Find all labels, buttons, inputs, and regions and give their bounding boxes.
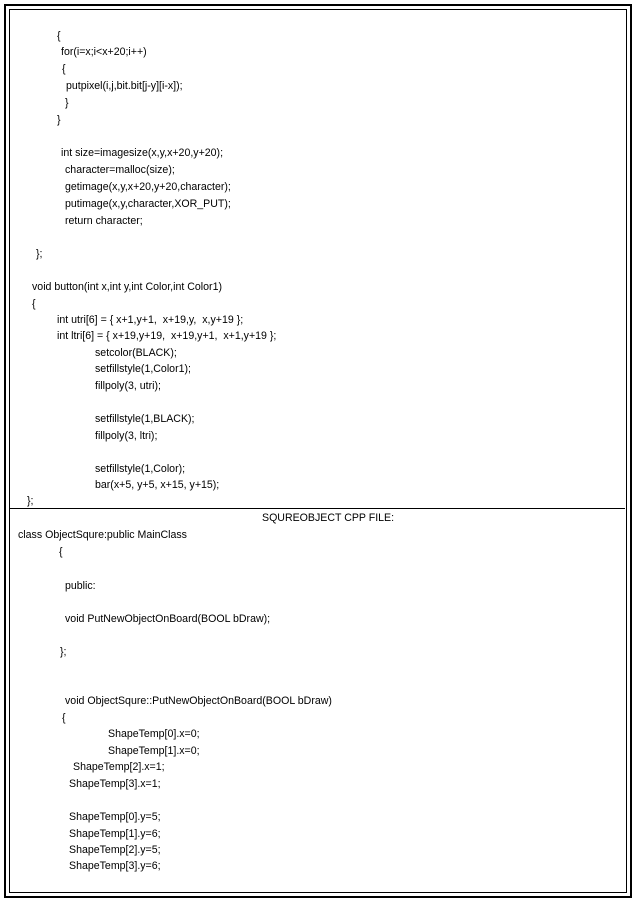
code-line: void button(int x,int y,int Color,int Color1) <box>32 281 222 293</box>
code-line: ShapeTemp[3].x=1; <box>69 778 161 790</box>
code-line: int ltri[6] = { x+19,y+19, x+19,y+1, x+1,y+19 }; <box>57 330 277 342</box>
code-line: setfillstyle(1,BLACK); <box>95 413 195 425</box>
code-line: setfillstyle(1,Color); <box>95 463 186 475</box>
code-line: ShapeTemp[2].x=1; <box>73 761 165 773</box>
code-line: void ObjectSqure::PutNewObjectOnBoard(BOOL bDraw) <box>65 695 332 707</box>
code-line: for(i=x;i<x+20;i++) <box>61 46 147 58</box>
code-line: fillpoly(3, utri); <box>95 380 161 392</box>
code-line: fillpoly(3, ltri); <box>95 430 158 442</box>
code-line: int utri[6] = { x+1,y+1, x+19,y, x,y+19 }; <box>57 314 244 326</box>
code-line: getimage(x,y,x+20,y+20,character); <box>65 181 231 193</box>
code-line: putpixel(i,j,bit.bit[j-y][i-x]); <box>66 80 183 92</box>
code-line: ShapeTemp[0].y=5; <box>69 811 161 823</box>
code-line: character=malloc(size); <box>65 164 175 176</box>
code-line: { <box>62 712 66 724</box>
code-line: }; <box>27 495 34 507</box>
code-line: { <box>32 298 36 310</box>
code-line: putimage(x,y,character,XOR_PUT); <box>65 198 231 210</box>
code-line: { <box>57 30 61 42</box>
section-divider <box>10 508 625 509</box>
code-line: setfillstyle(1,Color1); <box>95 363 191 375</box>
code-line: }; <box>60 646 67 658</box>
code-line: { <box>62 63 66 75</box>
code-line: void PutNewObjectOnBoard(BOOL bDraw); <box>65 613 271 625</box>
code-line: bar(x+5, y+5, x+15, y+15); <box>95 479 220 491</box>
code-line: }; <box>36 248 43 260</box>
code-line: return character; <box>65 215 143 227</box>
code-line: ShapeTemp[1].x=0; <box>108 745 200 757</box>
code-line: { <box>59 546 63 558</box>
code-line: setcolor(BLACK); <box>95 347 177 359</box>
code-line: int size=imagesize(x,y,x+20,y+20); <box>61 147 224 159</box>
section-heading: SQUREOBJECT CPP FILE: <box>262 512 395 524</box>
code-line: ShapeTemp[2].y=5; <box>69 844 161 856</box>
code-line: class ObjectSqure:public MainClass <box>18 529 187 541</box>
code-line: ShapeTemp[0].x=0; <box>108 728 200 740</box>
code-line: ShapeTemp[1].y=6; <box>69 828 161 840</box>
code-line: ShapeTemp[3].y=6; <box>69 860 161 872</box>
code-line: } <box>57 114 61 126</box>
code-line: public: <box>65 580 96 592</box>
code-line: } <box>65 97 69 109</box>
